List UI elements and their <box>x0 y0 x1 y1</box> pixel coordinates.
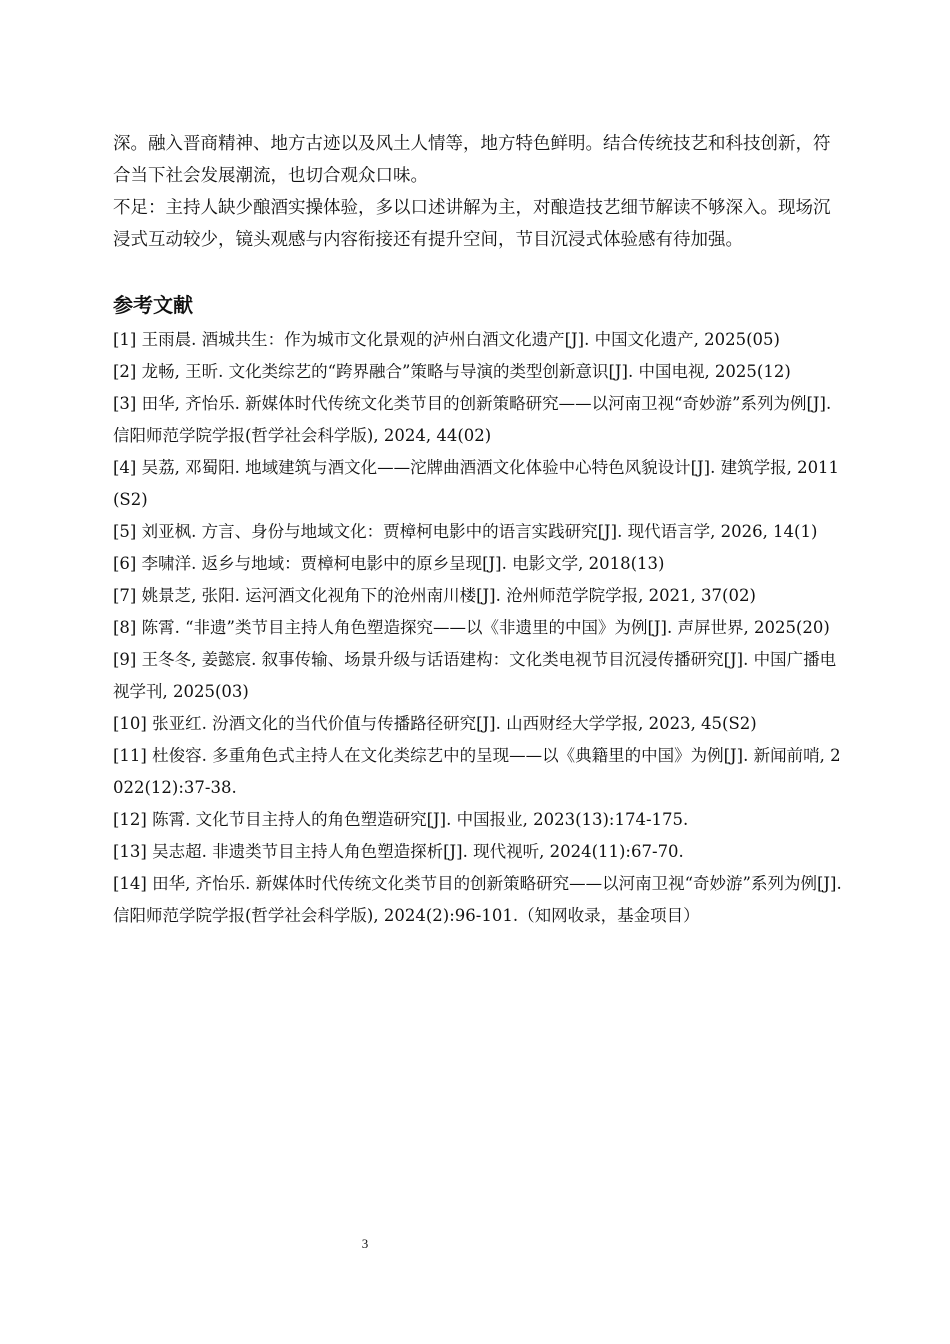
reference-item-14: [14] 田华, 齐怡乐. 新媒体时代传统文化类节目的创新策略研究——以河南卫视“奇妙游”系列为例[J]. 信阳师范学院学报(哲学社会科学版), 2024(2):96-101.（知网收录，基金项目） <box>113 874 842 925</box>
reference-item-2: [2] 龙畅, 王昕. 文化类综艺的“跨界融合”策略与导演的类型创新意识[J]. 中国电视, 2025(12) <box>113 362 791 381</box>
reference-item-9: [9] 王冬冬, 姜懿宸. 叙事传输、场景升级与话语建构：文化类电视节目沉浸传播研究[J]. 中国广播电视学刊, 2025(03) <box>113 650 837 701</box>
body-paragraph-2: 不足：主持人缺少酿酒实操体验，多以口述讲解为主，对酿造技艺细节解读不够深入。现场沉浸式互动较少，镜头观感与内容衔接还有提升空间，节目沉浸式体验感有待加强。 <box>113 198 831 250</box>
reference-item-4: [4] 吴荔, 邓蜀阳. 地域建筑与酒文化——沱牌曲酒酒文化体验中心特色风貌设计[J]. 建筑学报, 2011(S2) <box>113 458 840 509</box>
reference-item-13: [13] 吴志超. 非遗类节目主持人角色塑造探析[J]. 现代视听, 2024(11):67-70. <box>113 842 684 861</box>
reference-item-10: [10] 张亚红. 汾酒文化的当代价值与传播路径研究[J]. 山西财经大学学报, 2023, 45(S2) <box>113 714 757 733</box>
page-number: 3 <box>361 1236 369 1251</box>
reference-item-6: [6] 李啸洋. 返乡与地域：贾樟柯电影中的原乡呈现[J]. 电影文学, 2018(13) <box>113 554 665 573</box>
reference-item-11: [11] 杜俊容. 多重角色式主持人在文化类综艺中的呈现——以《典籍里的中国》为例[J]. 新闻前哨, 2022(12):37-38. <box>113 746 841 797</box>
document-page <box>113 128 843 932</box>
reference-item-3: [3] 田华, 齐怡乐. 新媒体时代传统文化类节目的创新策略研究——以河南卫视“奇妙游”系列为例[J]. 信阳师范学院学报(哲学社会科学版), 2024, 44(02) <box>113 394 832 445</box>
reference-item-1: [1] 王雨晨. 酒城共生：作为城市文化景观的泸州白酒文化遗产[J]. 中国文化遗产, 2025(05) <box>113 330 780 349</box>
references-title: 参考文献 <box>113 293 193 317</box>
reference-list <box>113 324 843 932</box>
reference-item-7: [7] 姚景芝, 张阳. 运河酒文化视角下的沧州南川楼[J]. 沧州师范学院学报, 2021, 37(02) <box>113 586 756 605</box>
reference-item-12: [12] 陈霄. 文化节目主持人的角色塑造研究[J]. 中国报业, 2023(13):174-175. <box>113 810 689 829</box>
body-paragraph-1: 深。融入晋商精神、地方古迹以及风土人情等，地方特色鲜明。结合传统技艺和科技创新，符合当下社会发展潮流，也切合观众口味。 <box>113 134 831 186</box>
reference-item-5: [5] 刘亚枫. 方言、身份与地域文化：贾樟柯电影中的语言实践研究[J]. 现代语言学, 2026, 14(1) <box>113 522 818 541</box>
reference-item-8: [8] 陈霄. “非遗”类节目主持人角色塑造探究——以《非遗里的中国》为例[J]. 声屏世界, 2025(20) <box>113 618 830 637</box>
